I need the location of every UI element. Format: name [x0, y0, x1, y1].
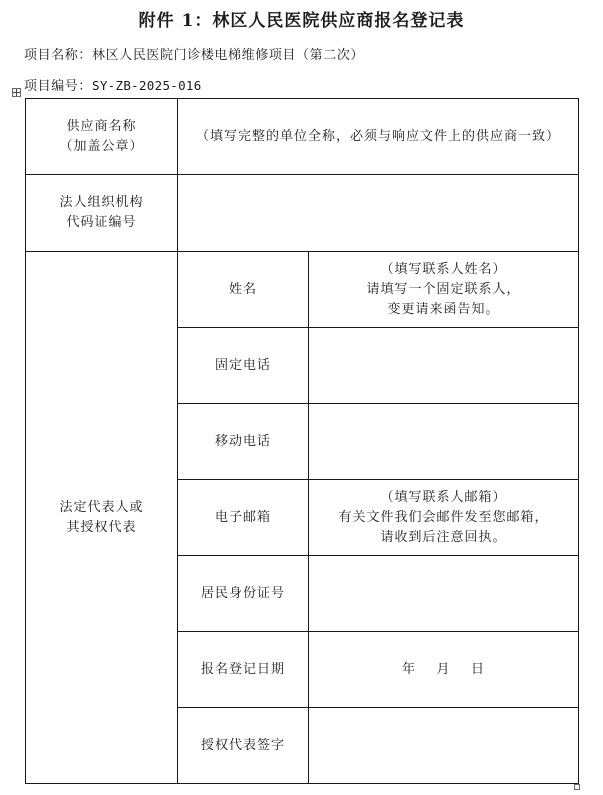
representative-label-line2: 其授权代表	[66, 519, 137, 535]
id-label-cell: 居民身份证号	[178, 556, 309, 632]
name-hint-line2: 请填写一个固定联系人，	[366, 281, 521, 297]
table-resize-handle-icon[interactable]	[574, 784, 580, 790]
email-input-cell[interactable]	[309, 480, 579, 556]
name-label-cell: 姓名	[178, 252, 309, 328]
project-number-line	[24, 75, 202, 94]
email-hint-line1: （填写联系人邮箱）	[380, 489, 507, 505]
name-input-cell[interactable]	[309, 252, 579, 328]
org-code-input-cell[interactable]	[178, 175, 579, 252]
date-placeholder: 年 月 日	[401, 661, 486, 677]
signature-input-cell[interactable]	[309, 708, 579, 784]
date-input-cell[interactable]	[309, 632, 579, 708]
org-code-label-line2: 代码证编号	[66, 215, 137, 230]
project-name-line	[24, 44, 364, 63]
project-name-value: 林区人民医院门诊楼电梯维修项目（第二次）	[92, 48, 365, 63]
email-label-cell: 电子邮箱	[178, 480, 309, 556]
supplier-label-cell	[26, 99, 178, 175]
project-number-value: SY-ZB-2025-016	[92, 78, 202, 93]
org-code-row	[26, 175, 579, 252]
document-title: 附件 1：林区人民医院供应商报名登记表	[138, 11, 465, 31]
project-number-label: 项目编号：	[24, 79, 93, 94]
org-code-label-line1: 法人组织机构	[59, 195, 144, 210]
contact-name-row	[26, 252, 579, 328]
supplier-input-cell[interactable]	[178, 99, 579, 175]
project-name-label: 项目名称：	[24, 48, 93, 63]
table-move-handle-icon[interactable]	[12, 88, 21, 97]
mobile-input-cell[interactable]	[309, 404, 579, 480]
supplier-hint: （填写完整的单位全称，必须与响应文件上的供应商一致）	[196, 128, 561, 144]
signature-label-cell: 授权代表签字	[178, 708, 309, 784]
email-hint-line2: 有关文件我们会邮件发至您邮箱，	[338, 509, 549, 525]
supplier-seal-note: （加盖公章）	[59, 138, 144, 154]
representative-label-line1: 法定代表人或	[59, 499, 144, 515]
representative-label-cell	[26, 252, 178, 784]
name-hint-line1: （填写联系人姓名）	[380, 261, 507, 277]
mobile-label-cell: 移动电话	[178, 404, 309, 480]
id-input-cell[interactable]	[309, 556, 579, 632]
supplier-row	[26, 99, 579, 175]
supplier-label: 供应商名称	[66, 118, 137, 134]
phone-label-cell: 固定电话	[178, 328, 309, 404]
name-hint-line3: 变更请来函告知。	[387, 301, 500, 317]
date-label-cell: 报名登记日期	[178, 632, 309, 708]
phone-input-cell[interactable]	[309, 328, 579, 404]
email-hint-line3: 请收到后注意回执。	[380, 529, 507, 545]
registration-table	[25, 98, 579, 784]
org-code-label-cell	[26, 175, 178, 252]
